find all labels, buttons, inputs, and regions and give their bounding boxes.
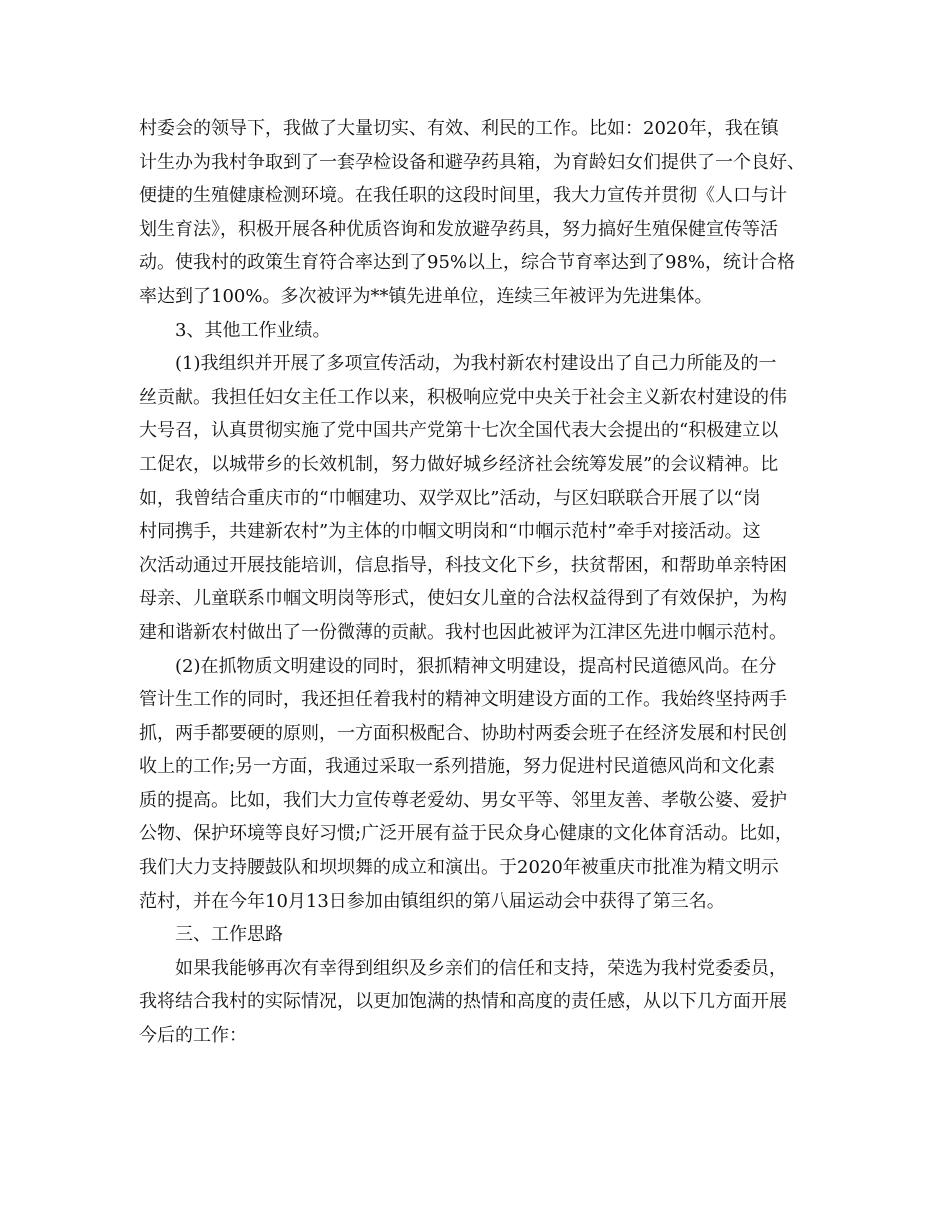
text-line: 村同携手，共建新农村”为主体的巾帼文明岗和“巾帼示范村”牵手对接活动。这	[139, 521, 761, 543]
document-body	[139, 112, 819, 1053]
text-line: (1)我组织并开展了多项宣传活动，为我村新农村建设出了自己力所能及的一	[175, 353, 777, 375]
text-line: 如，我曾结合重庆市的“巾帼建功、双学双比”活动，与区妇联联合开展了以“岗	[139, 487, 761, 509]
text-line: 大号召，认真贯彻实施了党中国共产党第十七次全国代表大会提出的“积极建立以	[139, 420, 779, 442]
text-line: 质的提高。比如，我们大力宣传尊老爱幼、男女平等、邻里友善、孝敬公婆、爱护	[139, 789, 787, 811]
text-line: 村委会的领导下，我做了大量切实、有效、利民的工作。比如：2020年，我在镇	[139, 118, 779, 139]
text-line: 今后的工作：	[139, 1025, 247, 1047]
text-line: 3、其他工作业绩。	[175, 319, 331, 341]
text-line: 丝贡献。我担任妇女主任工作以来，积极响应党中央关于社会主义新农村建设的伟	[139, 386, 787, 408]
text-line: 动。使我村的政策生育符合率达到了95%以上，综合节育率达到了98%，统计合格	[139, 252, 796, 274]
text-line: 收上的工作;另一方面，我通过采取一系列措施，努力促进村民道德风尚和文化素	[139, 756, 776, 778]
text-line: 公物、保护环境等良好习惯;广泛开展有益于民众身心健康的文化体育活动。比如，	[139, 823, 794, 845]
text-line: 我们大力支持腰鼓队和坝坝舞的成立和演出。于2020年被重庆市批准为精文明示	[139, 857, 779, 879]
text-line: 工促农，以城带乡的长效机制，努力做好城乡经济社会统筹发展”的会议精神。比	[139, 453, 779, 475]
text-line: 划生育法》，积极开展各种优质咨询和发放避孕药具，努力搞好生殖保健宣传等活	[139, 218, 778, 240]
text-line: 率达到了100%。多次被评为**镇先进单位，连续三年被评为先进集体。	[139, 285, 713, 307]
text-line: 建和谐新农村做出了一份微薄的贡献。我村也因此被评为江津区先进巾帼示范村。	[139, 621, 787, 643]
text-line: 抓，两手都要硬的原则，一方面积极配合、协助村两委会班子在经济发展和村民创	[139, 722, 787, 744]
text-line: 计生办为我村争取到了一套孕检设备和避孕药具箱，为育龄妇女们提供了一个良好、	[139, 151, 805, 173]
text-line: 次活动通过开展技能培训，信息指导，科技文化下乡，扶贫帮困，和帮助单亲特困	[139, 554, 787, 576]
text-line: 便捷的生殖健康检测环境。在我任职的这段时间里，我大力宣传并贯彻《人口与计	[139, 185, 787, 207]
text-line: (2)在抓物质文明建设的同时，狠抓精神文明建设，提高村民道德风尚。在分	[175, 655, 777, 677]
text-line: 范村，并在今年10月13日参加由镇组织的第八届运动会中获得了第三名。	[139, 890, 725, 912]
text-line: 我将结合我村的实际情况，以更加饱满的热情和高度的责任感，从以下几方面开展	[139, 991, 787, 1013]
text-line: 如果我能够再次有幸得到组织及乡亲们的信任和支持，荣选为我村党委委员，	[175, 957, 787, 979]
text-line: 管计生工作的同时，我还担任着我村的精神文明建设方面的工作。我始终坚持两手	[139, 689, 787, 711]
text-line: 母亲、儿童联系巾帼文明岗等形式，使妇女儿童的合法权益得到了有效保护，为构	[139, 588, 787, 610]
text-line: 三、工作思路	[175, 924, 283, 946]
